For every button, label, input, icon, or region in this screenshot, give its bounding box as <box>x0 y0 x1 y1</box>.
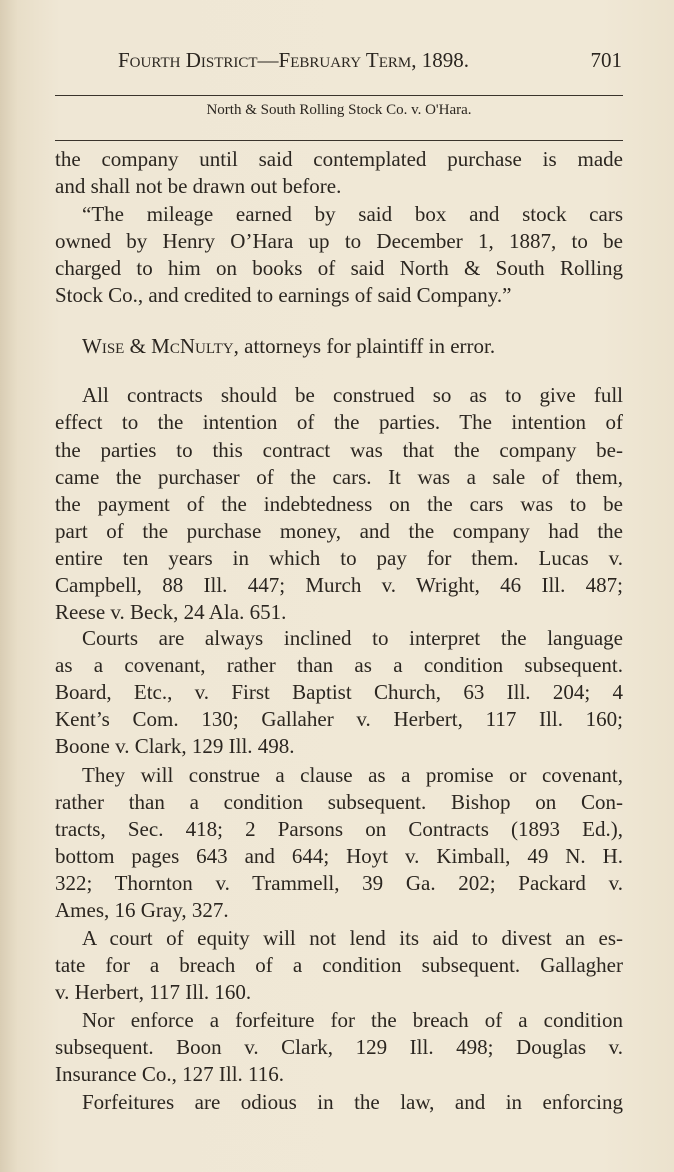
text-line: the payment of the indebtedness on the cars was to be <box>55 492 623 516</box>
text-line: Boone v. Clark, 129 Ill. 498. <box>55 734 295 758</box>
text-line: and shall not be drawn out before. <box>55 174 342 198</box>
attorneys-line <box>82 333 623 359</box>
running-title: North & South Rolling Stock Co. v. O'Hara. <box>206 102 472 118</box>
text-line: Kent’s Com. 130; Gallaher v. Herbert, 117 Ill. 160; <box>55 707 623 731</box>
header-rule <box>55 95 623 96</box>
text-line: Courts are always inclined to interpret the language <box>82 626 623 650</box>
text-line: “The mileage earned by said box and stock cars <box>82 202 623 226</box>
text-line: All contracts should be construed so as to give full <box>82 383 623 407</box>
text-line: Insurance Co., 127 Ill. 116. <box>55 1062 285 1086</box>
text-line: effect to the intention of the parties. The intention of <box>55 410 623 434</box>
text-line: entire ten years in which to pay for them. Lucas v. <box>55 546 623 570</box>
text-line: Campbell, 88 Ill. 447; Murch v. Wright, 46 Ill. 487; <box>55 573 623 597</box>
text-line: Board, Etc., v. First Baptist Church, 63 Ill. 204; 4 <box>55 680 623 704</box>
text-line: the parties to this contract was that the company be- <box>55 438 623 462</box>
page-header <box>118 48 622 73</box>
attorney-role: , attorneys for plaintiff in error. <box>233 334 496 358</box>
text-line: Forfeitures are odious in the law, and in enforcing <box>82 1090 623 1114</box>
text-line: Reese v. Beck, 24 Ala. 651. <box>55 600 287 624</box>
text-line: charged to him on books of said North & South Rolling <box>55 256 623 280</box>
text-line: came the purchaser of the cars. It was a sale of them, <box>55 465 623 489</box>
text-line: Ames, 16 Gray, 327. <box>55 898 229 922</box>
text-line: v. Herbert, 117 Ill. 160. <box>55 980 252 1004</box>
text-line: They will construe a clause as a promise or covenant, <box>82 763 623 787</box>
text-line: subsequent. Boon v. Clark, 129 Ill. 498; Douglas v. <box>55 1035 623 1059</box>
text-line: as a covenant, rather than as a condition subsequent. <box>55 653 623 677</box>
text-line: owned by Henry O’Hara up to December 1, 1887, to be <box>55 229 623 253</box>
text-line: bottom pages 643 and 644; Hoyt v. Kimball, 49 N. H. <box>55 844 623 868</box>
text-line: Stock Co., and credited to earnings of said Company.” <box>55 283 512 307</box>
text-line: part of the purchase money, and the company had the <box>55 519 623 543</box>
attorney-names: Wise & McNulty <box>82 334 234 358</box>
text-line: 322; Thornton v. Trammell, 39 Ga. 202; Packard v. <box>55 871 623 895</box>
header-title: Fourth District—February Term, 1898. <box>118 48 470 72</box>
text-line: tate for a breach of a condition subsequent. Gallagher <box>55 953 623 977</box>
text-line: A court of equity will not lend its aid to divest an es- <box>82 926 623 950</box>
page-number: 701 <box>590 48 622 72</box>
text-line: the company until said contemplated purchase is made <box>55 147 623 171</box>
running-title-rule <box>55 140 623 141</box>
text-line: tracts, Sec. 418; 2 Parsons on Contracts (1893 Ed.), <box>55 817 623 841</box>
text-line: Nor enforce a forfeiture for the breach of a condition <box>82 1008 623 1032</box>
text-line: rather than a condition subsequent. Bishop on Con- <box>55 790 623 814</box>
